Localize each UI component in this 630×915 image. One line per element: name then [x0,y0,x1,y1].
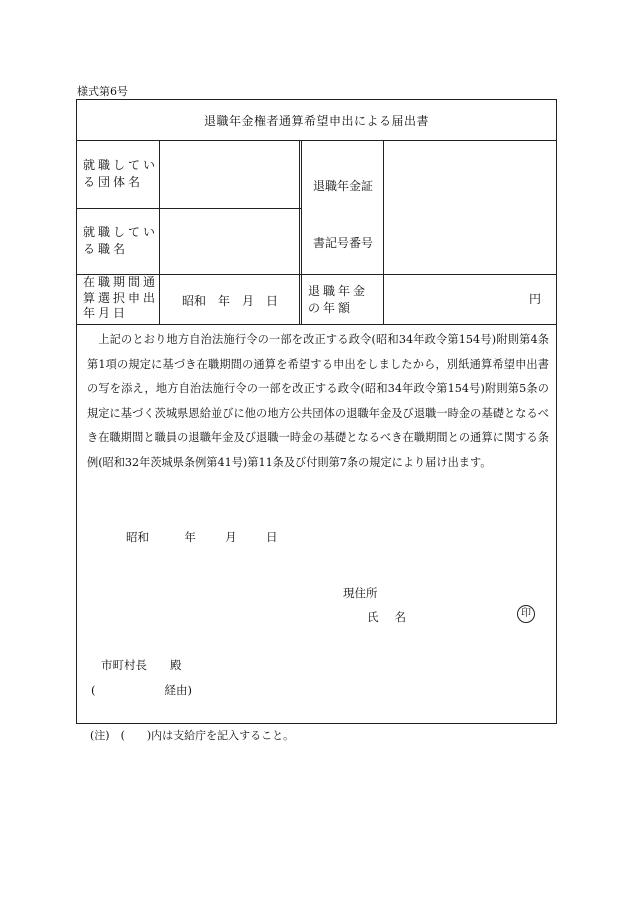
date-era: 昭和 [126,530,149,544]
grid-line [77,324,556,325]
grid-line [301,141,302,325]
submission-date [126,529,277,545]
grid-line [383,141,384,325]
name-label: 氏名 [367,610,422,624]
date-year: 年 [184,530,196,544]
footnote: (注) ( )内は支給庁を記入すること。 [90,729,295,742]
yen-unit: 円 [529,292,542,306]
position-label: 就職している職名 [83,225,159,256]
grid-line [159,141,160,325]
pension-amount-label: 退職年金の年額 [308,284,369,315]
seal-mark: 印 [517,605,535,623]
addressee: 市町村長 殿 [101,658,182,672]
pension-cert-label: 退職年金証 [312,179,373,193]
via-office: ( 経由) [91,683,192,697]
grid-line [77,208,301,209]
form-title: 退職年金権者通算希望申出による届出書 [77,100,556,141]
org-name-label: 就職している団体名 [83,158,159,189]
notification-form [76,99,557,724]
declaration-text: 上記のとおり地方自治法施行令の一部を改正する政令(昭和34年政令第154号)附則第4条第1項の規定に基づき在職期間の通算を希望する申出をしましたから，別紙通算希望申出書の写を添え，地方自治法施行令の一部を改正する政令(昭和34年政令第154号)附則第5条の規定に基づく茨城県恩給並びに他の地方公共団体の退職年金及び退職一時金の基礎となるべき在職期間と職員の退職年金及び退職一時金の基礎となるべき在職期間との通算に関する条例(昭和32年茨城県条例第41号)第11条及び付則第7条の規定により届け出ます。 [87,333,549,469]
cert-number-label: 書記号番号 [312,236,373,250]
address-label: 現住所 [343,586,378,600]
date-day: 日 [265,530,278,544]
period-selection-date-label: 在職期間通算選択申出年月日 [83,275,159,320]
form-number: 様式第6号 [77,85,128,98]
period-selection-date-field[interactable]: 昭和 年 月 日 [181,294,278,308]
date-month: 月 [225,530,237,544]
grid-line [299,141,300,325]
